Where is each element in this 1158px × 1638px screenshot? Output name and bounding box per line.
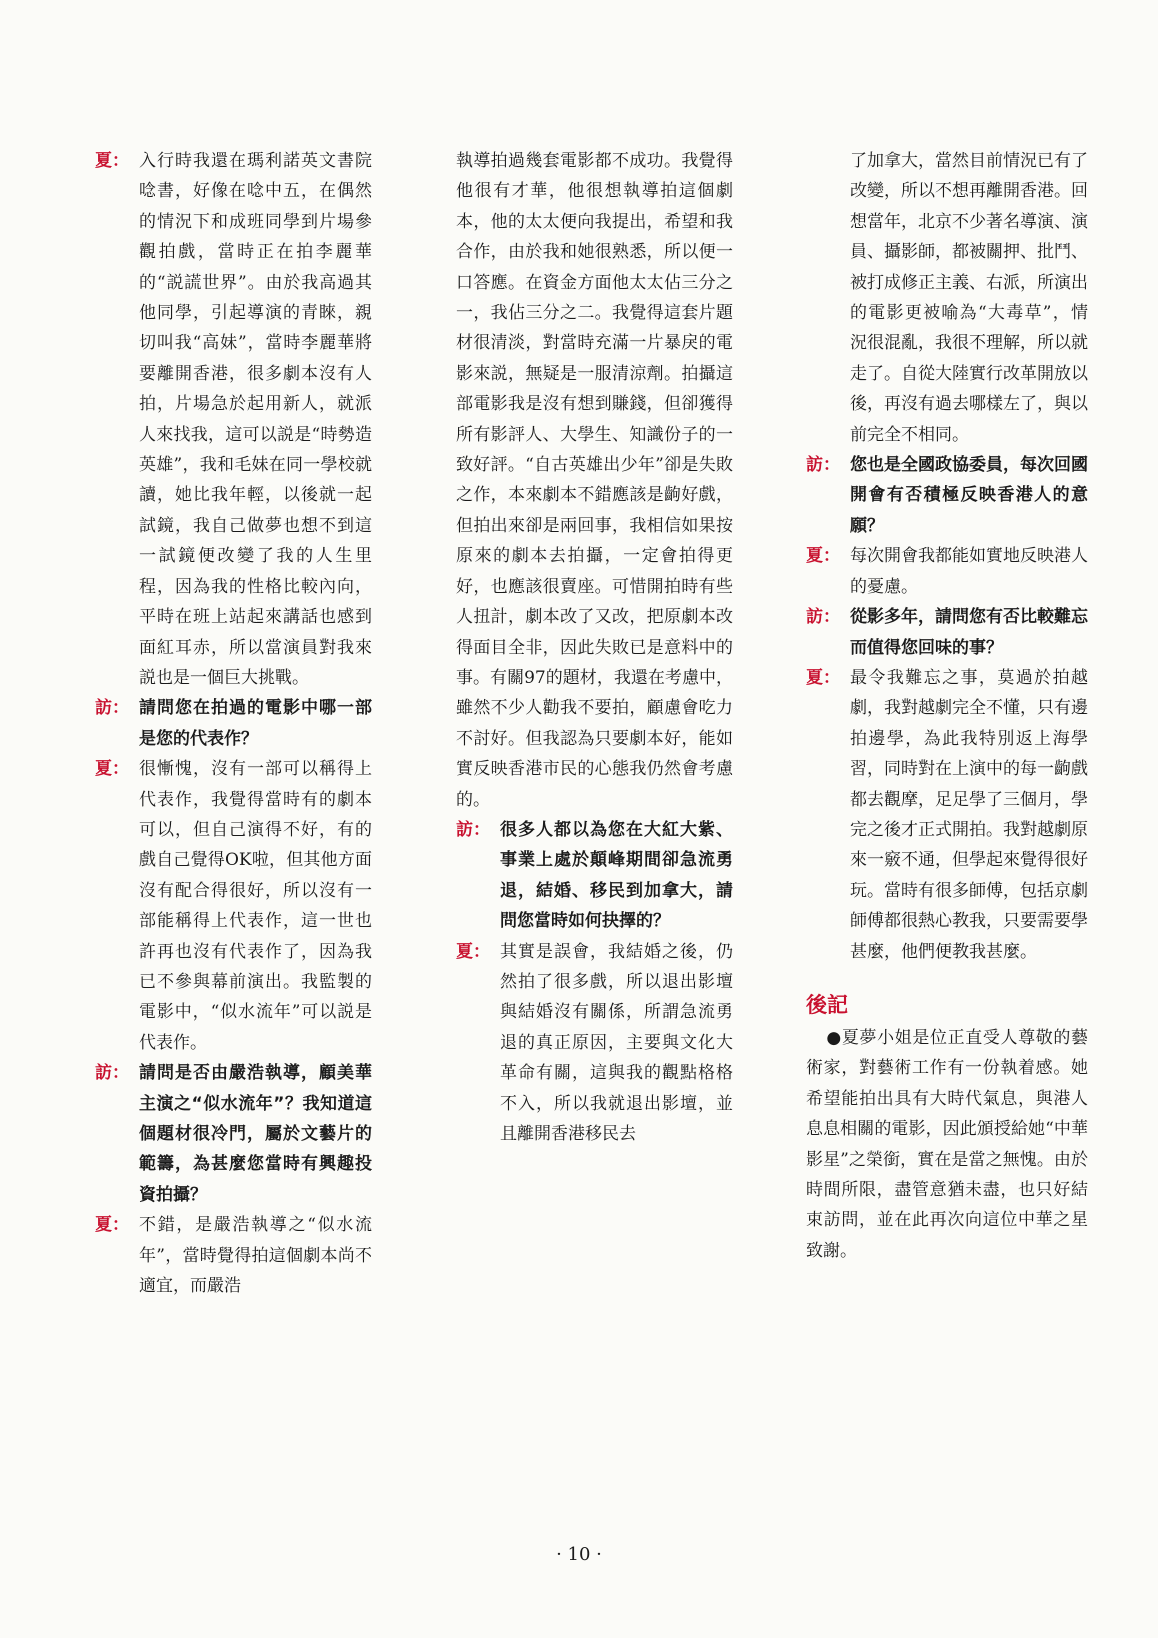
answer-text: 每次開會我都能如實地反映港人的憂慮。 xyxy=(850,546,1088,597)
question-text: 請問是否由嚴浩執導，顧美華主演之“似水流年”？我知道這個題材很冷門，屬於文藝片的範籌，為甚麼您當時有興趣投資拍攝？ xyxy=(139,1063,372,1205)
speaker-label: 訪： xyxy=(95,1063,129,1084)
answer-entry xyxy=(95,754,372,1058)
question-entry xyxy=(95,1058,372,1210)
continued-text-block xyxy=(806,146,1088,450)
question-entry xyxy=(806,450,1088,541)
page-number: · 10 · xyxy=(556,1544,602,1565)
answer-entry xyxy=(95,146,372,693)
question-text: 請問您在拍過的電影中哪一部是您的代表作？ xyxy=(139,698,372,749)
speaker-label: 訪： xyxy=(806,455,840,476)
speaker-label: 夏： xyxy=(95,1215,129,1236)
speaker-label: 訪： xyxy=(456,819,490,840)
question-text: 從影多年，請問您有否比較難忘而值得您回味的事？ xyxy=(850,607,1088,658)
question-text: 很多人都以為您在大紅大紫、事業上處於顛峰期間卻急流勇退，結婚、移民到加拿大，請問您當時如何抉擇的？ xyxy=(500,819,733,932)
postscript-text: ●夏夢小姐是位正直受人尊敬的藝術家，對藝術工作有一份執着感。她希望能拍出具有大時代氣息，與港人息息相關的電影，因此頒授給她“中華影星”之榮銜，實在是當之無愧。由於時間所限，盡管意猶未盡，也只好結束訪問，並在此再次向這位中華之星致謝。 xyxy=(806,1027,1088,1261)
speaker-label: 夏： xyxy=(95,759,129,780)
speaker-label: 夏： xyxy=(95,151,129,171)
column-2 xyxy=(456,146,733,1149)
speaker-label: 夏： xyxy=(806,667,840,688)
continued-text-block xyxy=(456,146,733,815)
answer-entry xyxy=(806,541,1088,602)
answer-entry xyxy=(806,663,1088,967)
speaker-label: 訪： xyxy=(806,607,840,628)
answer-text: 最令我難忘之事，莫過於拍越劇，我對越劇完全不懂，只有邊拍邊學，為此我特別返上海學習，同時對在上演中的每一齣戲都去觀摩，足足學了三個月，學完之後才正式開拍。我對越劇原來一竅不通，但學起來覺得很好玩。當時有很多師傅，包括京劇師傅都很熱心教我，只要需要學甚麼，他們便教我甚麼。 xyxy=(850,667,1088,962)
question-text: 您也是全國政協委員，每次回國開會有否積極反映香港人的意願？ xyxy=(850,455,1088,536)
speaker-label: 夏： xyxy=(806,546,840,567)
answer-entry xyxy=(456,937,733,1150)
postscript-heading: 後記 xyxy=(806,992,848,1017)
column-1 xyxy=(95,146,372,1301)
speaker-label: 訪： xyxy=(95,698,129,719)
answer-text: 很慚愧，沒有一部可以稱得上代表作，我覺得當時有的劇本可以，但自己演得不好，有的戲自己覺得OK啦，但其他方面沒有配合得很好，所以沒有一部能稱得上代表作，這一世也許再也沒有代表作了，因為我已不參與幕前演出。我監製的電影中，“似水流年”可以説是代表作。 xyxy=(139,759,372,1053)
column-3 xyxy=(806,146,1088,1266)
answer-text: 了加拿大，當然目前情況已有了改變，所以不想再離開香港。回想當年，北京不少著名導演、演員、攝影師，都被關押、批鬥、被打成修正主義、右派，所演出的電影更被喻為“大毒草”，情況很混亂，我很不理解，所以就走了。自從大陸實行改革開放以後，再沒有過去哪樣左了，與以前完全不相同。 xyxy=(850,151,1088,445)
answer-text: 入行時我還在瑪利諾英文書院唸書，好像在唸中五，在偶然的情況下和成班同學到片場參觀拍戲，當時正在拍李麗華的“説謊世界”。由於我高過其他同學，引起導演的青睞，親切叫我“高妹”，當時李麗華將要離開香港，很多劇本沒有人拍，片場急於起用新人，就派人來找我，這可以説是“時勢造英雄”，我和毛妹在同一學校就讀，她比我年輕，以後就一起試鏡，我自己做夢也想不到這一試鏡便改變了我的人生里程，因為我的性格比較內向，平時在班上站起來講話也感到面紅耳赤，所以當演員對我來説也是一個巨大挑戰。 xyxy=(139,151,372,688)
question-entry xyxy=(806,602,1088,663)
question-entry xyxy=(456,815,733,937)
answer-text: 其實是誤會，我結婚之後，仍然拍了很多戲，所以退出影壇與結婚沒有關係，所謂急流勇退的真正原因，主要與文化大革命有關，這與我的觀點格格不入，所以我就退出影壇，並且離開香港移民去 xyxy=(500,941,733,1144)
answer-text: 執導拍過幾套電影都不成功。我覺得他很有才華，他很想執導拍這個劇本，他的太太便向我提出，希望和我合作，由於我和她很熟悉，所以便一口答應。在資金方面他太太佔三分之一，我佔三分之二。我覺得這套片題材很清淡，對當時充滿一片暴戾的電影來説，無疑是一服清涼劑。拍攝這部電影我是沒有想到賺錢，但卻獲得所有影評人、大學生、知識份子的一致好評。“自古英雄出少年”卻是失敗之作，本來劇本不錯應該是齣好戲，但拍出來卻是兩回事，我相信如果按原來的劇本去拍攝，一定會拍得更好，也應該很賣座。可惜開拍時有些人扭計，劇本改了又改，把原劇本改得面目全非，因此失敗已是意料中的事。有關97的題材，我還在考慮中，雖然不少人勸我不要拍，顧慮會吃力不討好。但我認為只要劇本好，能如實反映香港市民的心態我仍然會考慮的。 xyxy=(456,151,733,810)
answer-entry xyxy=(95,1210,372,1301)
question-entry xyxy=(95,693,372,754)
speaker-label: 夏： xyxy=(456,941,490,962)
answer-text: 不錯，是嚴浩執導之“似水流年”，當時覺得拍這個劇本尚不適宜，而嚴浩 xyxy=(139,1215,372,1297)
